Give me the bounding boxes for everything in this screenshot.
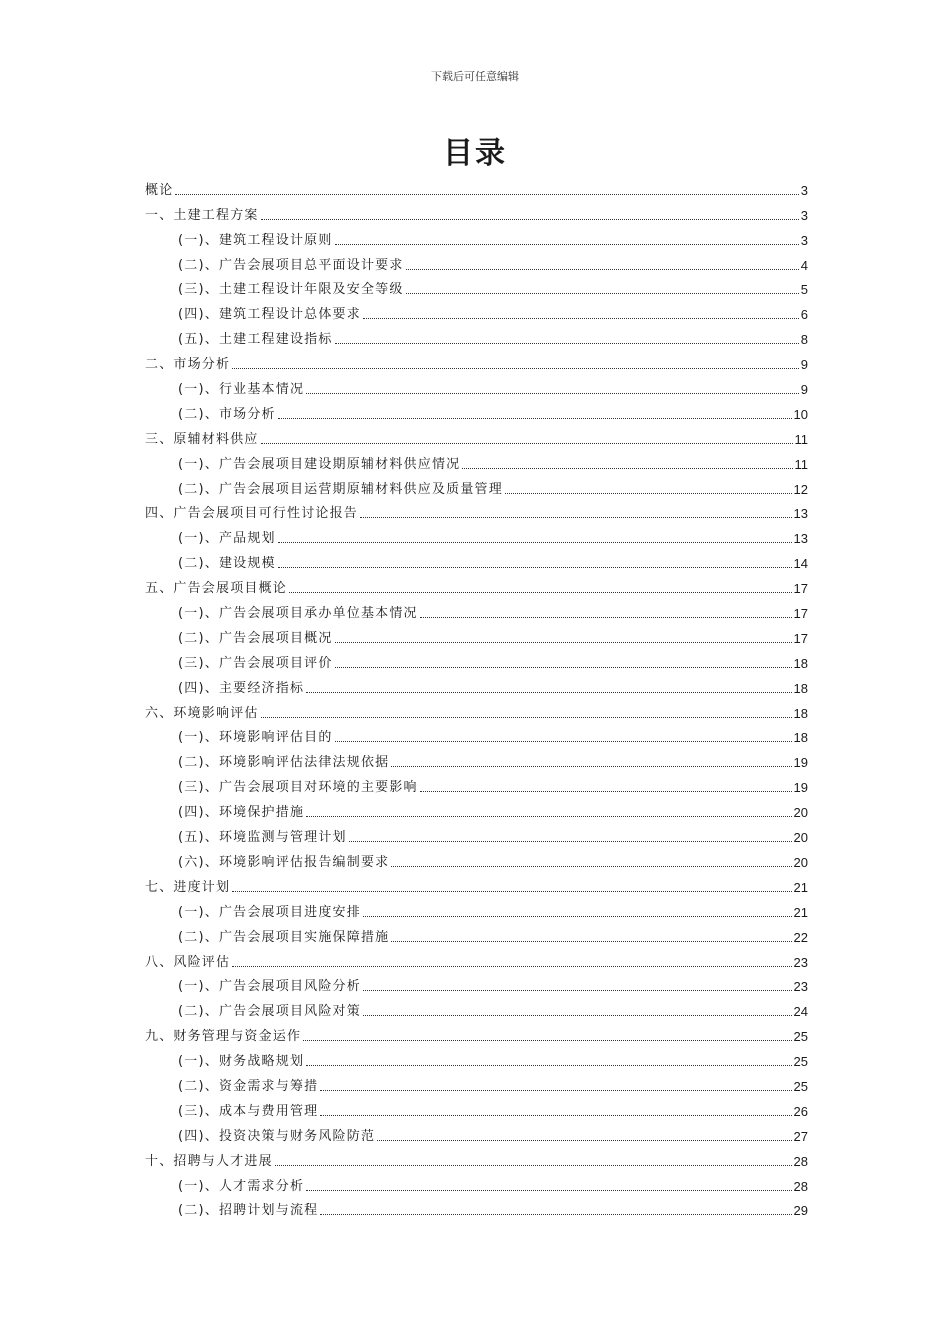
toc-entry-page: 23 — [793, 954, 808, 970]
toc-entry-label: (一)、广告会展项目风险分析 — [178, 979, 361, 995]
toc-dot-leader — [306, 1065, 791, 1066]
toc-dot-leader — [363, 318, 799, 319]
toc-entry-page: 28 — [793, 1153, 808, 1169]
toc-entry-page: 9 — [800, 357, 808, 373]
toc-dot-leader — [462, 468, 792, 469]
toc-entry-page: 28 — [793, 1178, 808, 1194]
toc-entry[interactable] — [145, 249, 808, 274]
toc-entry-label: (二)、广告会展项目风险对策 — [178, 1004, 361, 1020]
toc-entry-page: 29 — [793, 1203, 808, 1219]
table-of-contents — [145, 174, 808, 1219]
toc-entry-label: (二)、市场分析 — [178, 406, 276, 422]
toc-entry[interactable] — [145, 697, 808, 722]
toc-dot-leader — [306, 393, 799, 394]
toc-entry-label: 三、原辅材料供应 — [145, 431, 259, 447]
toc-entry-page: 18 — [793, 730, 808, 746]
toc-entry[interactable] — [145, 199, 808, 224]
toc-dot-leader — [391, 941, 791, 942]
toc-entry-page: 6 — [800, 307, 808, 323]
toc-entry[interactable] — [145, 398, 808, 423]
toc-entry[interactable] — [145, 174, 808, 199]
toc-entry[interactable] — [145, 547, 808, 572]
toc-entry[interactable] — [145, 522, 808, 547]
toc-entry-page: 12 — [793, 481, 808, 497]
toc-entry[interactable] — [145, 622, 808, 647]
toc-entry-label: 四、广告会展项目可行性讨论报告 — [145, 506, 359, 522]
toc-dot-leader — [261, 219, 799, 220]
toc-entry-page: 3 — [800, 207, 808, 223]
toc-entry-label: (四)、环境保护措施 — [178, 805, 305, 821]
toc-dot-leader — [420, 791, 792, 792]
toc-entry[interactable] — [145, 722, 808, 747]
toc-entry-label: (二)、广告会展项目概况 — [178, 630, 333, 646]
toc-entry[interactable] — [145, 1195, 808, 1220]
toc-entry-page: 18 — [793, 655, 808, 671]
toc-entry-label: 九、财务管理与资金运作 — [145, 1029, 302, 1045]
toc-entry-page: 17 — [793, 606, 808, 622]
toc-entry-page: 20 — [793, 854, 808, 870]
toc-dot-leader — [232, 368, 799, 369]
toc-entry-label: (二)、广告会展项目运营期原辅材料供应及质量管理 — [178, 481, 503, 497]
toc-entry[interactable] — [145, 771, 808, 796]
toc-entry[interactable] — [145, 946, 808, 971]
toc-entry-page: 19 — [793, 755, 808, 771]
toc-entry-label: 七、进度计划 — [145, 879, 231, 895]
toc-entry-page: 13 — [793, 531, 808, 547]
toc-entry[interactable] — [145, 871, 808, 896]
toc-dot-leader — [320, 1115, 791, 1116]
toc-dot-leader — [278, 567, 792, 568]
toc-entry-label: (一)、行业基本情况 — [178, 382, 305, 398]
toc-dot-leader — [377, 1140, 791, 1141]
toc-dot-leader — [261, 717, 792, 718]
toc-entry-page: 4 — [800, 257, 808, 273]
toc-entry-label: (二)、广告会展项目实施保障措施 — [178, 929, 390, 945]
toc-entry[interactable] — [145, 971, 808, 996]
toc-entry-page: 25 — [793, 1078, 808, 1094]
toc-dot-leader — [278, 542, 792, 543]
toc-entry-page: 24 — [793, 1004, 808, 1020]
toc-entry[interactable] — [145, 423, 808, 448]
toc-entry-page: 13 — [793, 506, 808, 522]
toc-dot-leader — [278, 418, 792, 419]
toc-entry-label: (一)、财务战略规划 — [178, 1054, 305, 1070]
toc-entry-page: 18 — [793, 680, 808, 696]
toc-entry[interactable] — [145, 1145, 808, 1170]
toc-dot-leader — [406, 269, 799, 270]
toc-dot-leader — [406, 293, 799, 294]
toc-entry[interactable] — [145, 572, 808, 597]
toc-entry-page: 8 — [800, 332, 808, 348]
toc-dot-leader — [335, 244, 799, 245]
toc-entry-label: (三)、土建工程设计年限及安全等级 — [178, 282, 404, 298]
toc-dot-leader — [306, 1190, 791, 1191]
toc-dot-leader — [232, 966, 791, 967]
toc-entry-page: 21 — [793, 904, 808, 920]
toc-entry-page: 21 — [793, 879, 808, 895]
toc-dot-leader — [363, 1015, 792, 1016]
toc-entry-label: (四)、投资决策与财务风险防范 — [178, 1128, 376, 1144]
toc-entry-page: 20 — [793, 830, 808, 846]
toc-dot-leader — [363, 990, 792, 991]
toc-entry-label: (一)、人才需求分析 — [178, 1178, 305, 1194]
toc-entry-page: 11 — [794, 456, 808, 472]
toc-entry-label: (二)、环境影响评估法律法规依据 — [178, 755, 390, 771]
toc-entry-label: (一)、广告会展项目进度安排 — [178, 904, 361, 920]
toc-entry[interactable] — [145, 1070, 808, 1095]
toc-entry-page: 17 — [793, 581, 808, 597]
page-title: 目录 — [443, 136, 507, 171]
toc-dot-leader — [349, 841, 792, 842]
toc-entry-label: 一、土建工程方案 — [145, 207, 259, 223]
toc-entry-page: 20 — [793, 805, 808, 821]
toc-entry-label: (一)、建筑工程设计原则 — [178, 232, 333, 248]
toc-entry-label: (四)、主要经济指标 — [178, 680, 305, 696]
toc-dot-leader — [175, 194, 798, 195]
toc-entry-page: 3 — [800, 182, 808, 198]
toc-entry[interactable] — [145, 796, 808, 821]
toc-entry-label: (五)、土建工程建设指标 — [178, 332, 333, 348]
toc-entry[interactable] — [145, 1020, 808, 1045]
toc-dot-leader — [335, 667, 792, 668]
toc-dot-leader — [391, 866, 791, 867]
toc-entry-page: 19 — [793, 780, 808, 796]
toc-entry-page: 17 — [793, 630, 808, 646]
toc-entry-label: 十、招聘与人才进展 — [145, 1153, 273, 1169]
toc-entry[interactable] — [145, 1095, 808, 1120]
toc-dot-leader — [320, 1214, 791, 1215]
toc-dot-leader — [335, 343, 799, 344]
toc-dot-leader — [505, 493, 792, 494]
toc-entry-page: 26 — [793, 1103, 808, 1119]
toc-dot-leader — [391, 766, 791, 767]
toc-entry-page: 23 — [793, 979, 808, 995]
toc-entry-label: (一)、产品规划 — [178, 531, 276, 547]
toc-entry[interactable] — [145, 1120, 808, 1145]
toc-entry-page: 11 — [794, 431, 808, 447]
toc-entry-label: 六、环境影响评估 — [145, 705, 259, 721]
toc-entry[interactable] — [145, 995, 808, 1020]
toc-entry[interactable] — [145, 373, 808, 398]
toc-entry-label: (二)、广告会展项目总平面设计要求 — [178, 257, 404, 273]
toc-entry-label: (六)、环境影响评估报告编制要求 — [178, 854, 390, 870]
toc-entry[interactable] — [145, 448, 808, 473]
page-header: 下载后可任意编辑 — [431, 70, 519, 83]
toc-entry-label: 五、广告会展项目概论 — [145, 581, 288, 597]
toc-entry[interactable] — [145, 224, 808, 249]
toc-entry-label: (二)、资金需求与筹措 — [178, 1078, 319, 1094]
toc-entry-label: (二)、招聘计划与流程 — [178, 1203, 319, 1219]
toc-entry-page: 14 — [793, 556, 808, 572]
toc-entry-label: (二)、建设规模 — [178, 556, 276, 572]
toc-dot-leader — [232, 891, 791, 892]
toc-dot-leader — [306, 816, 791, 817]
toc-dot-leader — [275, 1165, 792, 1166]
toc-entry-label: (一)、广告会展项目建设期原辅材料供应情况 — [178, 456, 461, 472]
toc-dot-leader — [363, 916, 792, 917]
toc-entry-page: 25 — [793, 1054, 808, 1070]
toc-entry-label: (三)、广告会展项目对环境的主要影响 — [178, 780, 418, 796]
toc-entry-label: 八、风险评估 — [145, 954, 231, 970]
toc-entry[interactable] — [145, 672, 808, 697]
toc-entry-label: (四)、建筑工程设计总体要求 — [178, 307, 361, 323]
toc-entry-page: 10 — [793, 406, 808, 422]
toc-entry[interactable] — [145, 597, 808, 622]
toc-entry-label: 二、市场分析 — [145, 357, 231, 373]
toc-entry-page: 18 — [793, 705, 808, 721]
toc-dot-leader — [320, 1090, 791, 1091]
toc-entry[interactable] — [145, 921, 808, 946]
toc-entry-label: (三)、成本与费用管理 — [178, 1103, 319, 1119]
toc-dot-leader — [306, 692, 791, 693]
toc-entry[interactable] — [145, 746, 808, 771]
toc-entry[interactable] — [145, 846, 808, 871]
toc-entry-label: (三)、广告会展项目评价 — [178, 655, 333, 671]
toc-entry-label: 概论 — [145, 182, 174, 198]
toc-entry-label: (五)、环境监测与管理计划 — [178, 830, 347, 846]
toc-entry[interactable] — [145, 348, 808, 373]
toc-entry-label: (一)、广告会展项目承办单位基本情况 — [178, 606, 418, 622]
toc-entry-page: 22 — [793, 929, 808, 945]
toc-entry[interactable] — [145, 821, 808, 846]
toc-entry[interactable] — [145, 896, 808, 921]
toc-entry[interactable] — [145, 473, 808, 498]
toc-entry[interactable] — [145, 1170, 808, 1195]
toc-entry[interactable] — [145, 298, 808, 323]
toc-dot-leader — [261, 443, 793, 444]
toc-entry-page: 5 — [800, 282, 808, 298]
toc-entry-label: (一)、环境影响评估目的 — [178, 730, 333, 746]
toc-dot-leader — [303, 1040, 791, 1041]
toc-dot-leader — [335, 642, 792, 643]
toc-entry[interactable] — [145, 498, 808, 523]
toc-entry-page: 27 — [793, 1128, 808, 1144]
toc-entry-page: 25 — [793, 1029, 808, 1045]
toc-entry-page: 9 — [800, 382, 808, 398]
toc-entry[interactable] — [145, 1045, 808, 1070]
toc-dot-leader — [335, 741, 792, 742]
toc-entry[interactable] — [145, 274, 808, 299]
toc-dot-leader — [420, 617, 792, 618]
toc-entry-page: 3 — [800, 232, 808, 248]
toc-entry[interactable] — [145, 647, 808, 672]
toc-dot-leader — [289, 592, 792, 593]
toc-dot-leader — [360, 517, 792, 518]
toc-entry[interactable] — [145, 323, 808, 348]
